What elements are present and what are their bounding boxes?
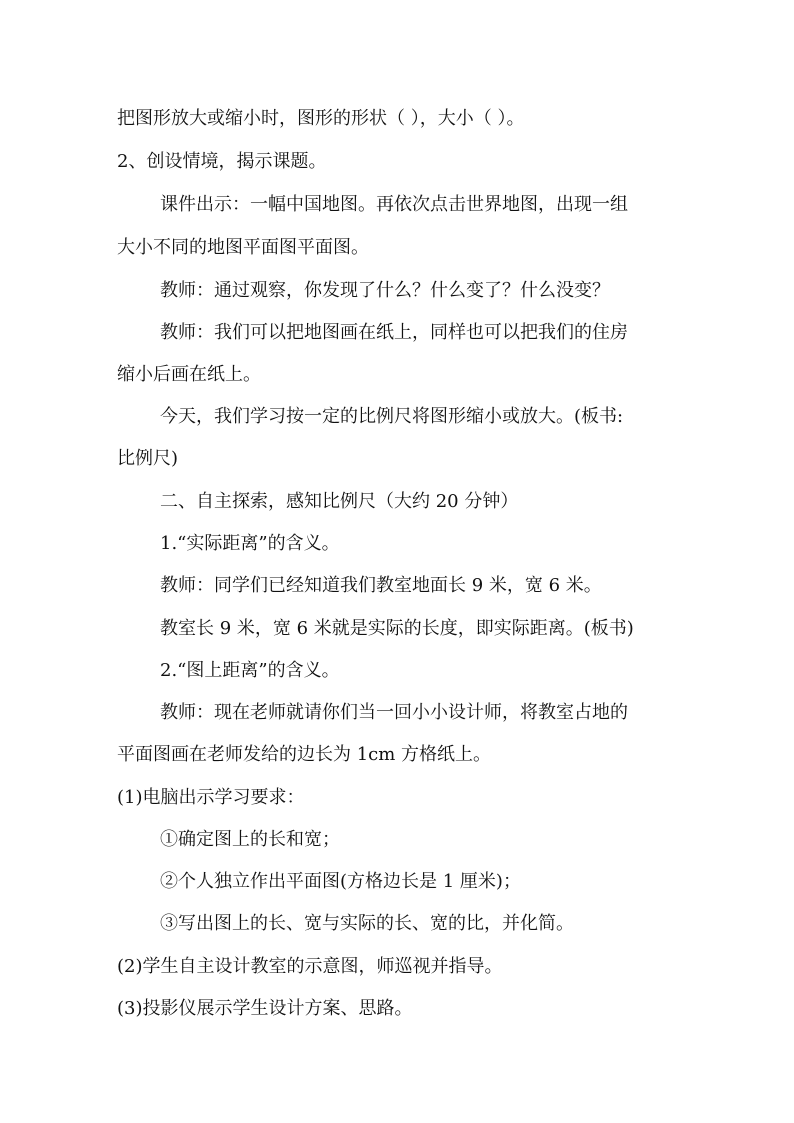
text-line-18: ①确定图上的长和宽； <box>160 829 340 850</box>
text-line-8: 今天，我们学习按一定的比例尺将图形缩小或放大。(板书: <box>160 406 624 427</box>
text-line-11: 1.“实际距离”的含义。 <box>160 533 340 554</box>
text-line-19: ②个人独立作出平面图(方格边长是 1 厘米)； <box>160 871 521 892</box>
text-line-6: 教师：我们可以把地图画在纸上，同样也可以把我们的住房 <box>160 322 628 343</box>
text-line-9: 比例尺) <box>117 448 179 469</box>
text-line-13: 教室长 9 米，宽 6 米就是实际的长度，即实际距离。(板书) <box>160 618 634 639</box>
text-line-7: 缩小后画在纸上。 <box>117 364 261 385</box>
text-line-5: 教师：通过观察，你发现了什么？什么变了？什么没变？ <box>160 280 610 301</box>
text-line-1: 把图形放大或缩小时，图形的形状（ ），大小（ ）。 <box>117 108 525 129</box>
text-line-20: ③写出图上的长、宽与实际的长、宽的比，并化简。 <box>160 913 574 934</box>
text-line-22: (3)投影仪展示学生设计方案、思路。 <box>117 998 413 1019</box>
text-line-16: 平面图画在老师发给的边长为 1cm 方格纸上。 <box>117 744 492 765</box>
text-line-2: 2、创设情境，揭示课题。 <box>117 151 327 172</box>
text-line-14: 2.“图上距离”的含义。 <box>160 660 340 681</box>
text-line-12: 教师：同学们已经知道我们教室地面长 9 米，宽 6 米。 <box>160 575 602 596</box>
text-line-10: 二、自主探索，感知比例尺（大约 20 分钟） <box>160 491 519 512</box>
text-line-21: (2)学生自主设计教室的示意图，师巡视并指导。 <box>117 956 503 977</box>
text-line-17: (1)电脑出示学习要求： <box>117 787 305 808</box>
text-line-15: 教师：现在老师就请你们当一回小小设计师，将教室占地的 <box>160 702 628 723</box>
text-line-4: 大小不同的地图平面图平面图。 <box>117 237 369 258</box>
text-line-3: 课件出示：一幅中国地图。再依次点击世界地图，出现一组 <box>160 194 628 215</box>
